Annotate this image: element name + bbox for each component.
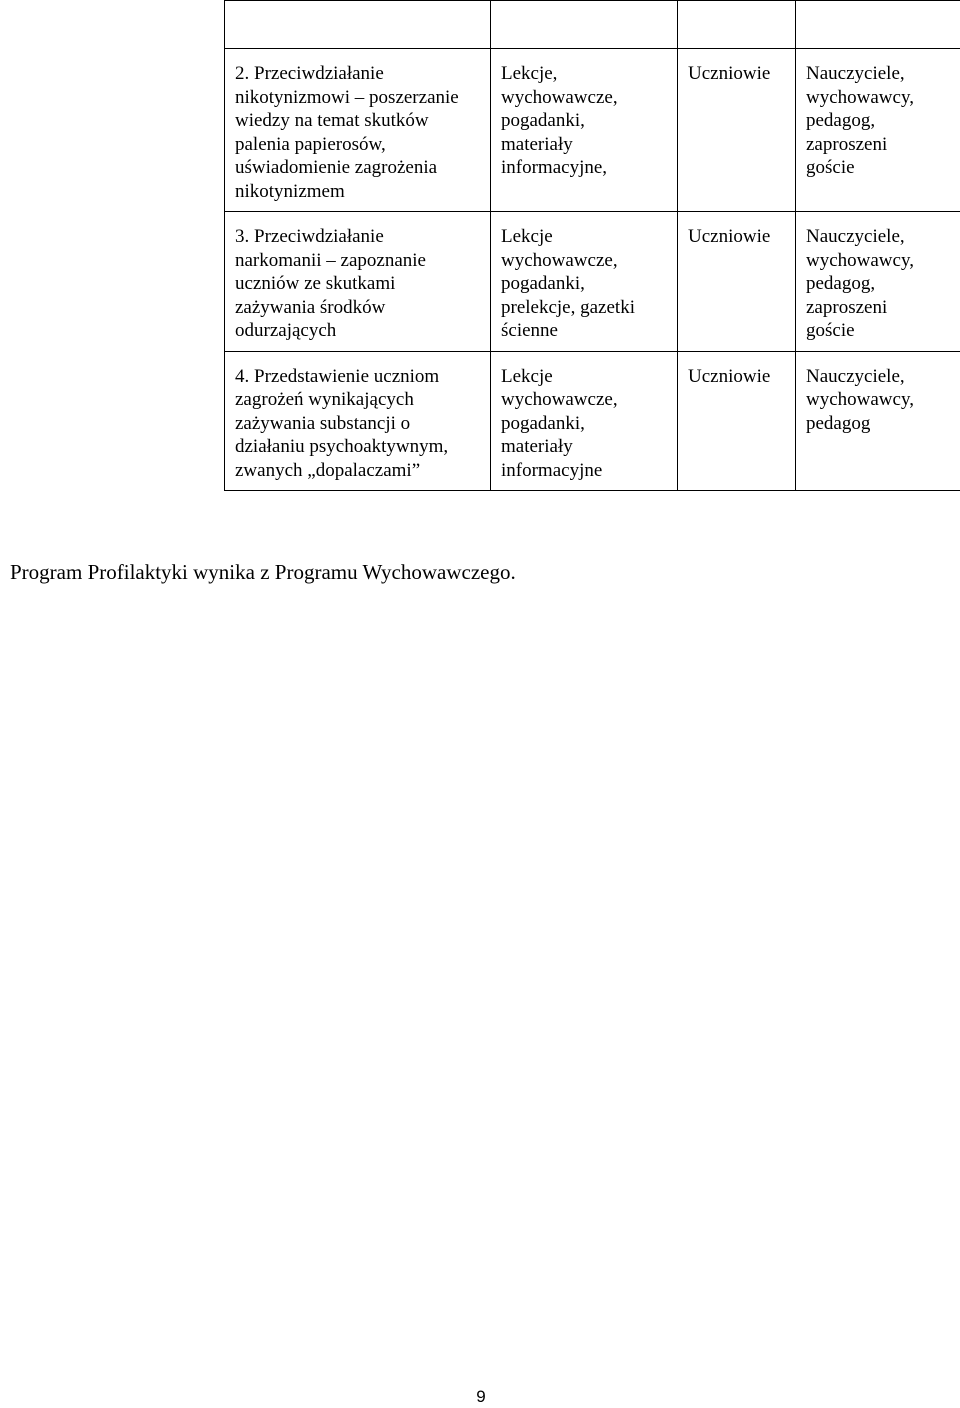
- forms-text: Lekcje wychowawcze, pogadanki, materiały informacyjne: [501, 365, 618, 481]
- target-cell: [678, 49, 796, 212]
- summary-paragraph: Program Profilaktyki wynika z Programu Wychowawczego.: [10, 560, 516, 584]
- forms-text: Lekcje wychowawcze, pogadanki, prelekcje, gazetki ścienne: [501, 226, 635, 341]
- responsible-cell: [796, 351, 960, 491]
- forms-cell: [491, 212, 678, 352]
- table-top-row: [225, 1, 960, 49]
- action-text: 2. Przeciwdziałanie nikotynizmowi – poszerzanie wiedzy na temat skutków palenia papierosów, uświadomienie zagrożenia nikotynizmem: [235, 63, 459, 202]
- forms-cell: [491, 351, 678, 491]
- target-text: Uczniowie: [688, 226, 771, 247]
- responsible-text: Nauczyciele, wychowawcy, pedagog, zaproszeni goście: [806, 226, 914, 341]
- table-row: [225, 351, 960, 491]
- target-cell: [678, 212, 796, 352]
- program-table: [224, 0, 960, 491]
- target-text: Uczniowie: [688, 63, 771, 84]
- table-row: [225, 212, 960, 352]
- action-text: 4. Przedstawienie uczniom zagrożeń wynikających zażywania substancji o działaniu psychoaktywnym, zwanych „dopalaczami”: [235, 365, 449, 481]
- table-cell-empty: [225, 1, 491, 49]
- action-cell: [225, 212, 491, 352]
- table-row: [225, 49, 960, 212]
- target-cell: [678, 351, 796, 491]
- responsible-cell: [796, 212, 960, 352]
- action-cell: [225, 49, 491, 212]
- responsible-text: Nauczyciele, wychowawcy, pedagog: [806, 365, 914, 434]
- responsible-text: Nauczyciele, wychowawcy, pedagog, zaproszeni goście: [806, 63, 914, 178]
- action-cell: [225, 351, 491, 491]
- forms-cell: [491, 49, 678, 212]
- action-text: 3. Przeciwdziałanie narkomanii – zapoznanie uczniów ze skutkami zażywania środków odurzających: [235, 226, 426, 341]
- table-cell-empty: [796, 1, 960, 49]
- table-cell-empty: [678, 1, 796, 49]
- responsible-cell: [796, 49, 960, 212]
- forms-text: Lekcje, wychowawcze, pogadanki, materiały informacyjne,: [501, 63, 618, 178]
- page-number: 9: [476, 1387, 486, 1406]
- target-text: Uczniowie: [688, 365, 771, 387]
- table-cell-empty: [491, 1, 678, 49]
